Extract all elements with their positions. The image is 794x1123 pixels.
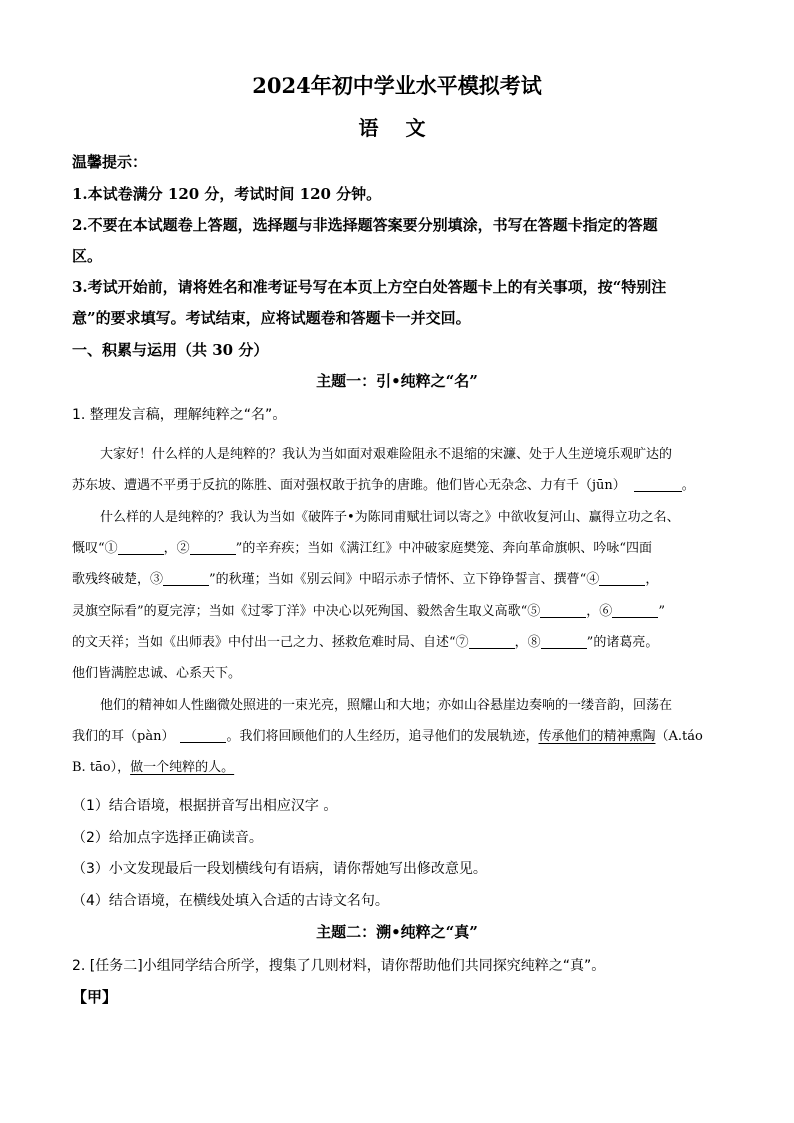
material-jia-label: 【甲】: [72, 988, 118, 1006]
sub-question-1: （1）结合语境，根据拼音写出相应汉字 。: [72, 798, 338, 814]
answer-blank-5[interactable]: [540, 603, 586, 618]
underlined-sentence: 做一个纯粹的人。: [130, 760, 235, 775]
answer-blank-7[interactable]: [469, 634, 515, 649]
tip-2-line-2: 区。: [72, 247, 103, 265]
tip-1: 1.本试卷满分 120 分，考试时间 120 分钟。: [72, 185, 382, 203]
text-run: ”的辛弃疾；当如《满江红》中冲破家庭樊笼、奔向革命旗帜、吟咏“四面: [235, 541, 652, 556]
page-title: 2024年初中学业水平模拟考试: [252, 73, 542, 98]
tips-heading: 温馨提示：: [72, 153, 148, 171]
passage-p2-line-4: [72, 600, 665, 619]
theme-2-title: 主题二：溯•纯粹之“真”: [316, 923, 478, 941]
text-run: 我们的耳（pàn）: [72, 729, 175, 744]
text-run: 歌残终破楚，③: [72, 572, 164, 587]
text-run: ”: [658, 604, 665, 619]
text-run: （A.táo: [655, 729, 703, 744]
sub-question-2: （2）给加点字选择正确读音。: [72, 830, 263, 846]
text-run: ”的诸葛亮。: [586, 635, 659, 650]
passage-p2-line-3: [72, 568, 658, 587]
sub-question-4: （4）结合语境，在横线处填入合适的古诗文名句。: [72, 893, 389, 909]
answer-blank-3[interactable]: [163, 571, 209, 586]
subject-title: 语 文: [358, 116, 436, 140]
passage-p1-line-1: 大家好！什么样的人是纯粹的？我认为当如面对艰难险阻永不退缩的宋濂、处于人生逆境乐观旷达的: [100, 447, 673, 462]
answer-blank-6[interactable]: [612, 603, 658, 618]
text-run: 的文天祥；当如《出师表》中付出一己之力、拯救危难时局、自述“⑦: [72, 635, 469, 650]
text-run: 苏东坡、遭遇不平勇于反抗的陈胜、面对强权敢于抗争的唐雎。他们皆心无杂念、力有千（jūn）: [72, 478, 626, 493]
question-2: 2. [任务二]小组同学结合所学，搜集了几则材料，请你帮助他们共同探究纯粹之“真”。: [72, 958, 606, 974]
section-heading: 一、积累与运用（共 30 分）: [72, 341, 269, 359]
tip-2-line-1: 2.不要在本试题卷上答题，选择题与非选择题答案要分别填涂，书写在答题卡指定的答题: [72, 216, 658, 234]
sub-question-3: （3）小文发现最后一段划横线句有语病，请你帮她写出修改意见。: [72, 861, 487, 877]
text-run: B. tāo），: [72, 760, 131, 775]
passage-p3-line-2: [72, 725, 703, 744]
passage-p2-line-6: 他们皆满腔忠诚、心系天下。: [72, 666, 242, 681]
answer-blank-2[interactable]: [190, 540, 236, 555]
text-run: ，⑧: [514, 635, 541, 650]
answer-blank-8[interactable]: [541, 634, 587, 649]
answer-blank-1[interactable]: [118, 540, 164, 555]
tip-3-line-1: 3.考试开始前，请将姓名和准考证号写在本页上方空白处答题卡上的有关事项，按“特别注: [72, 278, 667, 296]
passage-p1-line-2: [72, 474, 695, 493]
text-run: 。我们将回顾他们的人生经历，追寻他们的发展轨迹，: [226, 729, 539, 744]
tip-3-line-2: 意”的要求填写。考试结束，应将试题卷和答题卡一并交回。: [72, 309, 471, 327]
answer-blank[interactable]: [180, 728, 226, 743]
question-1: 1. 整理发言稿，理解纯粹之“名”。: [72, 407, 287, 423]
text-run: ，: [645, 572, 659, 587]
answer-blank[interactable]: [634, 477, 682, 492]
text-run: ”的秋瑾；当如《别云间》中昭示赤子情怀、立下铮铮誓言、撰瞢“④: [209, 572, 600, 587]
text-run: ，⑥: [586, 604, 613, 619]
passage-p3-line-3: [72, 756, 234, 775]
text-run: 灵旗空际看”的夏完淳；当如《过零丁洋》中决心以死殉国、毅然舍生取义高歌“⑤: [72, 604, 541, 619]
text-run: ，②: [163, 541, 190, 556]
theme-1-title: 主题一：引•纯粹之“名”: [316, 372, 478, 390]
text-run: 。: [681, 478, 695, 493]
passage-p3-line-1: 他们的精神如人性幽微处照进的一束光亮，照耀山和大地；亦如山谷悬崖边奏响的一缕音韵，回荡在: [100, 698, 673, 713]
answer-blank-4[interactable]: [599, 571, 645, 586]
passage-p2-line-1: 什么样的人是纯粹的？我认为当如《破阵子•为陈同甫赋壮词以寄之》中欲收复河山、赢得立功之名、: [100, 510, 680, 525]
text-run: 慨叹“①: [72, 541, 118, 556]
underlined-sentence: 传承他们的精神熏陶: [538, 729, 656, 744]
passage-p2-line-2: [72, 537, 652, 556]
passage-p2-line-5: [72, 631, 658, 650]
